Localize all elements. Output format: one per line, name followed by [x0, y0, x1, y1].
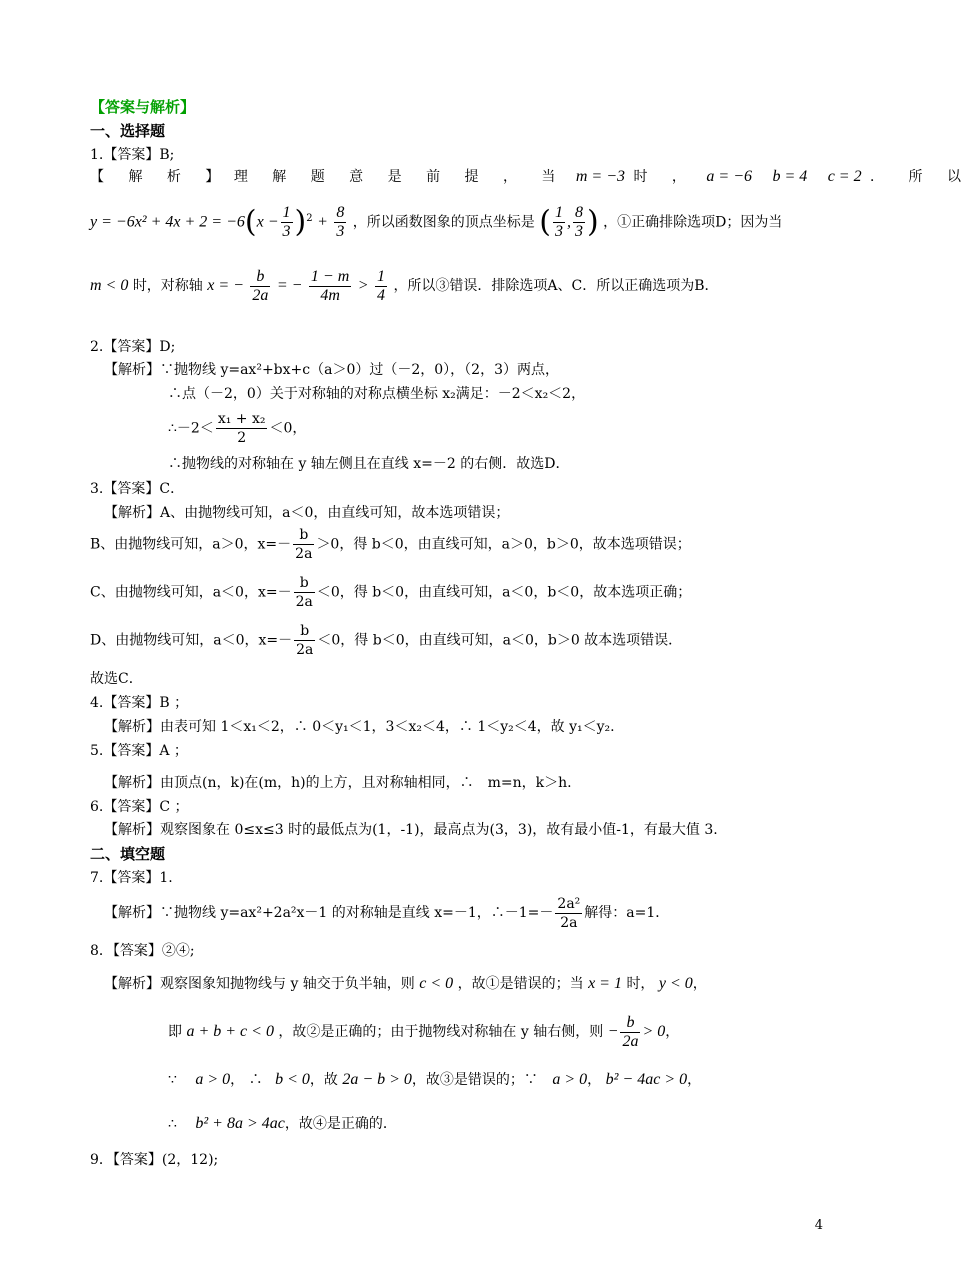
q8-a-gt0: a > 0	[195, 1071, 231, 1088]
q8-discriminant: b² − 4ac > 0	[605, 1071, 688, 1088]
q3-frac-b: $\frac{b}{2a}$	[295, 527, 313, 562]
q1-formula-y: y = −6x² + 4x + 2 = −6	[90, 213, 245, 231]
q3-line-b-pre: B、由抛物线可知，a＞0，x=－	[90, 536, 292, 553]
q1-axis-text: 时，对称轴	[132, 278, 203, 294]
q1-text-c: ． 所 以	[870, 169, 971, 185]
q1-c-eq: c = 2	[827, 168, 862, 185]
q1-axis-x: x = −	[207, 277, 244, 294]
q4-answer: 4.【答案】B ；	[90, 695, 189, 711]
q1-m-eq: m = −3	[575, 168, 626, 185]
q3-line-d-post: ＜0，得 b＜0，由直线可知，a＜0，b＞0 故本选项错误．	[317, 632, 683, 649]
q8-line3-mid: ，故③是错误的；∵	[411, 1072, 538, 1088]
q3-answer: 3.【答案】C．	[90, 481, 185, 497]
q1-b-eq: b = 4	[772, 168, 808, 185]
answers-heading: 【答案与解析】	[90, 98, 196, 116]
q1-conclusion1: ，①正确排除选项D；因为当	[603, 214, 783, 231]
q1-answer: 1.【答案】B;	[90, 147, 175, 163]
q1-analysis-line3	[90, 266, 719, 306]
q2-line1: 【解析】∵抛物线 y=ax²+bx+c（a＞0）过（－2，0），（2，3）两点，	[104, 362, 559, 378]
q5-answer: 5.【答案】A ；	[90, 743, 188, 759]
q1-m-lt0: m < 0	[90, 277, 129, 294]
q8-line1-mid: ，故①是错误的；当	[457, 976, 584, 992]
q1-text-b: 时 ，	[633, 169, 696, 185]
q8-line3: ∵ a > 0， ∴ b < 0，故 2a − b > 0，故③是错误的；∵ a > 0， b² − 4ac > 0，	[168, 1071, 702, 1088]
q8-line2-mid: ，故②是正确的；由于抛物线对称轴在 y 轴右侧，则	[278, 1024, 604, 1040]
q1-plus: +	[317, 213, 328, 231]
q3-line-c	[90, 574, 691, 611]
q7-answer: 7.【答案】1.	[90, 870, 173, 886]
q1-analysis-line2: y = −6x² + 4x + 2 = −6(x − $\frac{1}{3}$ )$^2$ + $\frac{8}{3}$ ，所以函数图象的顶点坐标是 ( $\frac{1}{3}$ , $\frac{8}{3}$ ) ，①正确排除选项D；因为当	[90, 204, 783, 240]
q1-axis-eq: = −	[276, 277, 303, 294]
q5-analysis: 【解析】由顶点(n，k)在(m，h)的上方，且对称轴相同，∴ m=n，k＞h.	[104, 775, 572, 791]
q3-frac-c: $\frac{b}{2a}$	[295, 575, 313, 610]
q8-frac-b-2a: $\frac{b}{2a}$	[622, 1013, 639, 1050]
q1-formula-mid: x −	[256, 213, 279, 231]
page-number: 4	[814, 1218, 823, 1233]
q1-vertex-y: $\frac{8}{3}$	[574, 204, 583, 240]
q1-vertex-text: ，所以函数图象的顶点坐标是	[352, 214, 535, 231]
q2-frac-midpoint	[216, 410, 268, 447]
q2-line2: ∴点（－2，0）关于对称轴的对称点横坐标 x₂满足：－2＜x₂＜2，	[168, 386, 586, 402]
q8-2a-b: 2a − b > 0	[342, 1071, 412, 1088]
q8-b-lt0: b < 0	[275, 1071, 310, 1088]
q8-a-gt0-2: a > 0	[552, 1071, 588, 1088]
q4-analysis: 【解析】由表可知 1＜x₁＜2，∴ 0＜y₁＜1，3＜x₂＜4，∴ 1＜y₂＜4，故 y₁＜y₂.	[104, 719, 615, 735]
q1-vertex-x: $\frac{1}{3}$	[554, 204, 563, 240]
q8-line2-pre: 即	[168, 1024, 182, 1040]
q3-line-c-post: ＜0，得 b＜0，由直线可知，a＜0，b＜0，故本选项正确；	[316, 584, 692, 601]
q2-answer: 2.【答案】D;	[90, 339, 176, 355]
q8-line1: 【解析】观察图象知抛物线与 y 轴交于负半轴，则 c < 0 ，故①是错误的；当 x = 1 时， y < 0，	[104, 975, 707, 992]
q7-frac: $\frac{\text{2a²}}{2a}$	[557, 895, 581, 931]
q3-line-a: 【解析】A、由抛物线可知，a＜0，由直线可知，故本选项错误；	[104, 505, 510, 521]
q3-line-d	[90, 622, 682, 659]
section-multiple-choice: 一、选择题	[90, 122, 166, 140]
q2-line3	[168, 410, 306, 447]
q9-answer: 9．【答案】(2，12);	[90, 1152, 219, 1168]
q1-label: 【 解 析 】	[90, 169, 230, 185]
q7-analysis-post: 解得：a=1．	[584, 905, 670, 921]
q2-frac-den: 2	[237, 430, 247, 446]
q8-abc: a + b + c < 0	[186, 1023, 274, 1040]
q8-b2-8a: b² + 8a > 4ac	[195, 1115, 285, 1132]
q6-answer: 6.【答案】C ；	[90, 799, 189, 815]
q8-c-lt0: c < 0	[419, 975, 454, 992]
q8-answer: 8．【答案】②④;	[90, 943, 195, 959]
q1-analysis-line1	[90, 168, 971, 186]
q7-analysis-pre: 【解析】∵抛物线 y=ax²+2a²x－1 的对称轴是直线 x=－1，∴－1=－	[104, 905, 554, 921]
q3-line-c-pre: C、由抛物线可知，a＜0，x=－	[90, 584, 292, 601]
q3-line-b-post: ＞0，得 b＜0，由直线可知，a＞0，b＞0，故本选项错误；	[316, 536, 691, 553]
q8-line4-end: ，故④是正确的．	[284, 1116, 397, 1132]
q1-a-eq: a = −6	[706, 168, 752, 185]
q2-line3-pre: ∴－2＜	[168, 420, 214, 437]
q8-line2: 即 a + b + c < 0 ，故②是正确的；由于抛物线对称轴在 y 轴右侧，则 − $\frac{b}{2a}$ > 0，	[168, 1013, 680, 1050]
q1-conclusion2: ，所以③错误．排除选项A、C．所以正确选项为B．	[393, 278, 719, 294]
q3-conclusion: 故选C．	[90, 671, 143, 687]
q3-line-d-pre: D、由抛物线可知，a＜0，x=－	[90, 632, 293, 649]
q8-line1-when: 时，	[626, 976, 655, 992]
q1-frac-b-2a: $\frac{b}{2a}$	[252, 267, 269, 304]
q3-frac-d: $\frac{b}{2a}$	[296, 623, 314, 658]
q2-line3-post: ＜0，	[269, 420, 307, 437]
q8-line1-pre: 【解析】观察图象知抛物线与 y 轴交于负半轴，则	[104, 976, 415, 992]
q1-frac-eight-thirds: $\frac{8}{3}$	[336, 204, 345, 240]
q8-line4: ∴ b² + 8a > 4ac，故④是正确的．	[168, 1115, 397, 1132]
q7-analysis	[104, 893, 669, 933]
q1-axis-gt: >	[357, 277, 369, 294]
q8-x-eq1: x = 1	[588, 975, 622, 992]
section-fill-in: 二、填空题	[90, 845, 166, 863]
q3-line-b	[90, 526, 691, 563]
q1-frac-1m-4m: $\frac{1 - m}{4m}$	[310, 267, 350, 304]
q1-frac-one-quarter: $\frac{1}{4}$	[376, 267, 385, 304]
q8-y-lt0: y < 0	[658, 975, 693, 992]
q1-frac-one-third: $\frac{1}{3}$	[282, 204, 291, 240]
q2-line4: ∴抛物线的对称轴在 y 轴左侧且在直线 x=－2 的右侧．故选D．	[168, 456, 570, 472]
q2-frac-num: x₁ + x₂	[217, 411, 266, 427]
q6-analysis: 【解析】观察图象在 0≤x≤3 时的最低点为(1，-1)，最高点为(3，3)，故有最小值-1，有最大值 3.	[104, 822, 718, 838]
q1-text-a: 理 解 题 意 是 前 提 ， 当	[233, 169, 566, 185]
